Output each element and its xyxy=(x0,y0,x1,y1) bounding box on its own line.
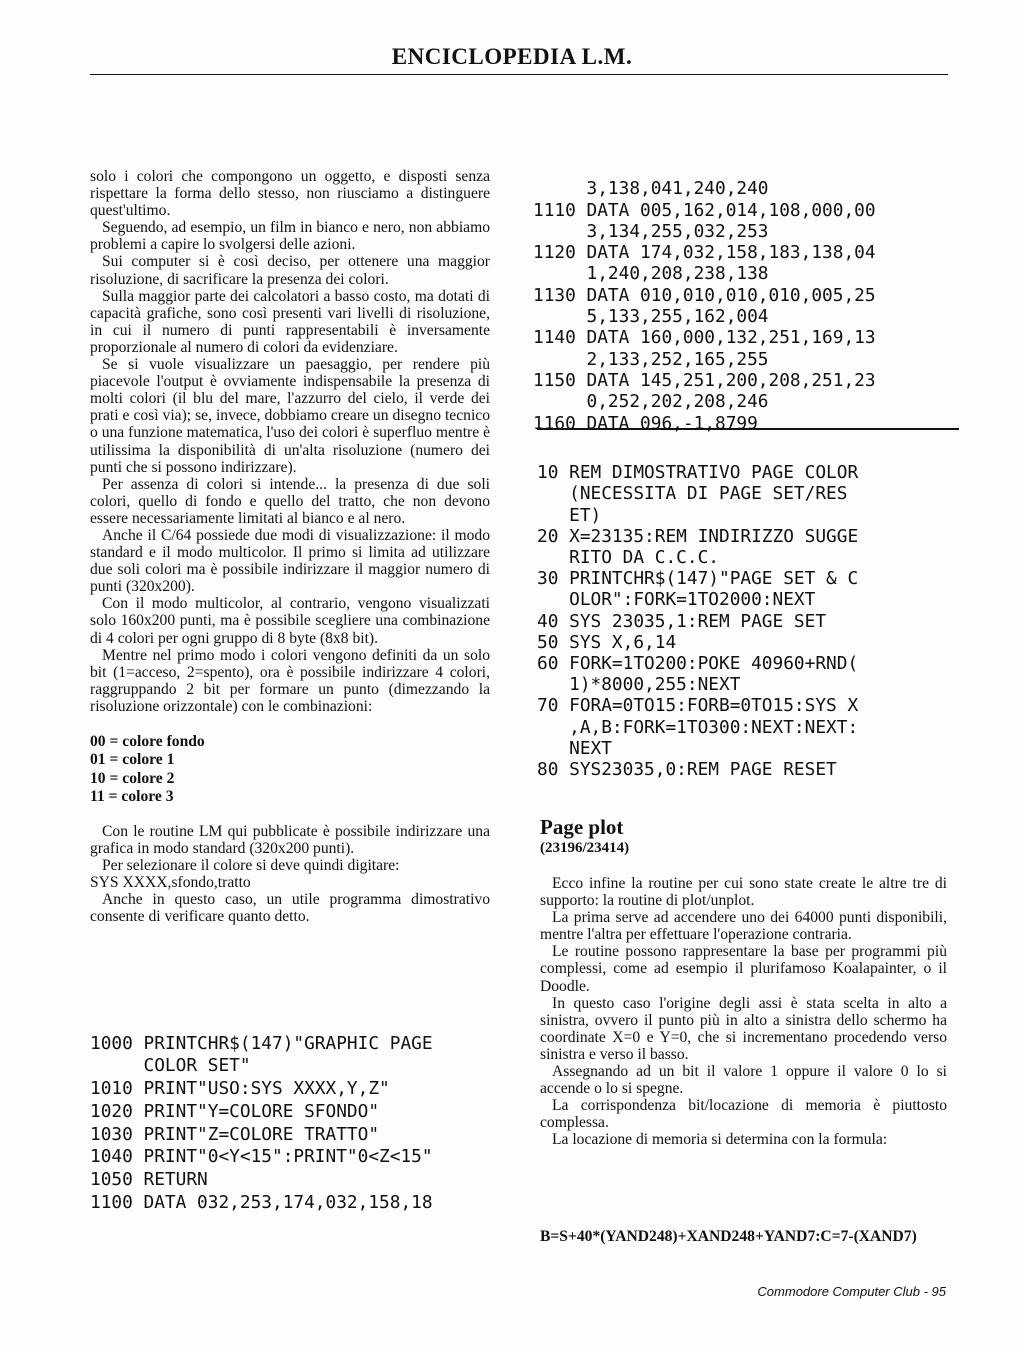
paragraph: Anche il C/64 possiede due modi di visualizzazione: il modo standard e il modo multicolor. Il primo si limita ad utilizzare due soli colori ma è possibile indirizzare il maggior numero di punti (320x200). xyxy=(90,526,490,596)
paragraph: Sui computer si è così deciso, per ottenere una maggior risoluzione, di sacrificare la presenza dei colori. xyxy=(90,253,490,288)
code-line: 1140 DATA 160,000,132,251,169,13 xyxy=(533,327,876,349)
code-line: 20 X=23135:REM INDIRIZZO SUGGE xyxy=(537,525,859,547)
code-line: 1000 PRINTCHR$(147)"GRAPHIC PAGE xyxy=(90,1032,433,1054)
code-line: (NECESSITA DI PAGE SET/RES xyxy=(537,483,848,505)
graphic-page-color-listing xyxy=(90,1010,433,1237)
code-line: 70 FORA=0TO15:FORB=0TO15:SYS X xyxy=(537,695,859,717)
section-subheading: (23196/23414) xyxy=(540,840,630,856)
code-line: 30 PRINTCHR$(147)"PAGE SET & C xyxy=(537,568,859,590)
code-line: 60 FORK=1TO200:POKE 40960+RND( xyxy=(537,653,859,675)
code-line: 1020 PRINT"Y=COLORE SFONDO" xyxy=(90,1100,380,1122)
section-heading: Page plot xyxy=(540,815,624,839)
paragraph: Assegnando ad un bit il valore 1 oppure il valore 0 lo si accende o lo si spegne. xyxy=(540,1063,947,1098)
code-line: 1050 RETURN xyxy=(90,1168,208,1190)
paragraph: Seguendo, ad esempio, un film in bianco e nero, non abbiamo problemi a capire lo svolgersi delle azioni. xyxy=(90,219,490,254)
code-line: 10 REM DIMOSTRATIVO PAGE COLOR xyxy=(537,462,859,484)
code-line: 3,134,255,032,253 xyxy=(533,220,769,242)
paragraph: Le routine possono rappresentare la base per programmi più complessi, come ad esempio il plurifamoso Koalapainter, o il Doodle. xyxy=(540,943,947,995)
formula: B=S+40*(YAND248)+XAND248+YAND7:C=7-(XAND7) xyxy=(540,1228,917,1245)
code-line: 3,138,041,240,240 xyxy=(533,178,769,200)
left-column-text xyxy=(90,168,490,925)
paragraph: In questo caso l'origine degli assi è stata scelta in alto a sinistra, ovvero il punto più in alto a sinistra dello schermo ha coordinate X=0 e Y=0, che si incrementano procedendo verso sinistra e verso il basso. xyxy=(540,994,947,1063)
code-line: COLOR SET" xyxy=(90,1055,251,1077)
paragraph: Anche in questo caso, un utile programma dimostrativo consente di verificare quanto detto. xyxy=(90,891,490,926)
paragraph: Ecco infine la routine per cui sono state create le altre tre di supporto: la routine di plot/unplot. xyxy=(540,875,947,910)
paragraph: La corrispondenza bit/locazione di memoria è piuttosto complessa. xyxy=(540,1097,947,1132)
combination-item: 11 = colore 3 xyxy=(90,788,174,806)
data-statements-listing xyxy=(533,157,876,455)
code-line: 1160 DATA 096,-1,8799 xyxy=(533,412,758,434)
paragraph: Con le routine LM qui pubblicate è possibile indirizzare una grafica in modo standard (320x200 punti). xyxy=(90,822,490,857)
code-line: 80 SYS23035,0:REM PAGE RESET xyxy=(537,759,837,781)
code-line: 1150 DATA 145,251,200,208,251,23 xyxy=(533,369,876,391)
code-line: ET) xyxy=(537,504,602,526)
combination-item: 10 = colore 2 xyxy=(90,769,175,787)
paragraph: Per selezionare il colore si deve quindi digitare: xyxy=(102,856,400,874)
demo-program-listing xyxy=(537,441,858,801)
code-line: 1010 PRINT"USO:SYS XXXX,Y,Z" xyxy=(90,1078,390,1100)
paragraph: La locazione di memoria si determina con la formula: xyxy=(552,1131,888,1149)
code-line: 5,133,255,162,004 xyxy=(533,306,769,328)
page-footer: Commodore Computer Club - 95 xyxy=(757,1284,946,1299)
paragraph: Con il modo multicolor, al contrario, vengono visualizzati solo 160x200 punti, ma è possibile scegliere una combinazione di 4 colori per ogni gruppo di 8 byte (8x8 bit). xyxy=(90,595,490,647)
paragraph: Sulla maggior parte dei calcolatori a basso costo, ma dotati di capacità grafiche, sono così presenti vari livelli di risoluzione, in cui il numero di punti rappresentabili è inversamente proporzionale al numero di colori da evidenziare. xyxy=(90,287,490,356)
paragraph: Mentre nel primo modo i colori vengono definiti da un solo bit (1=acceso, 2=spento), ora è possibile indirizzare 4 colori, raggruppando 2 bit per formare un punto (dimezzando la risoluzione orizzontale) con le combinazioni: xyxy=(90,646,490,715)
code-line: 1120 DATA 174,032,158,183,138,04 xyxy=(533,242,876,264)
code-line: 0,252,202,208,246 xyxy=(533,391,769,413)
paragraph: solo i colori che compongono un oggetto, e disposti senza rispettare la forma dello stesso, non riusciamo a distinguere quest'ultimo. xyxy=(90,168,490,220)
right-column-text xyxy=(540,875,947,1149)
code-line: RITO DA C.C.C. xyxy=(537,547,719,569)
code-line: 1040 PRINT"0<Y<15":PRINT"0<Z<15" xyxy=(90,1146,433,1168)
page-title: ENCICLOPEDIA L.M. xyxy=(391,44,633,69)
code-line: 1110 DATA 005,162,014,108,000,00 xyxy=(533,199,876,221)
paragraph: SYS XXXX,sfondo,tratto xyxy=(90,873,251,891)
code-line: 1100 DATA 032,253,174,032,158,18 xyxy=(90,1191,433,1213)
combination-item: 01 = colore 1 xyxy=(90,751,175,769)
code-line: 50 SYS X,6,14 xyxy=(537,631,677,653)
paragraph: Per assenza di colori si intende... la presenza di due soli colori, quello di fondo e quello del tratto, che non devono essere necessariamente limitati al bianco e al nero. xyxy=(90,475,490,527)
paragraph: La prima serve ad accendere uno dei 64000 punti disponibili, mentre l'altra per effettuare l'operazione contraria. xyxy=(540,909,947,944)
code-line: 40 SYS 23035,1:REM PAGE SET xyxy=(537,610,827,632)
color-combinations-list xyxy=(90,733,490,807)
code-line: 1)*8000,255:NEXT xyxy=(537,674,741,696)
header-divider xyxy=(90,74,948,75)
code-line: 1030 PRINT"Z=COLORE TRATTO" xyxy=(90,1123,380,1145)
code-line: ,A,B:FORK=1TO300:NEXT:NEXT: xyxy=(537,716,859,738)
paragraph: Se si vuole visualizzare un paesaggio, per rendere più piacevole l'output è ovviamente indispensabile la presenza di molti colori (il blu del mare, l'azzurro del cielo, il verde dei prati e così via); se, invece, dobbiamo creare un disegno tecnico o una funzione matematica, l'uso dei colori è superfluo mentre è utilissima la disponibilità di un'alta risoluzione (numero dei punti che si possono indirizzare). xyxy=(90,356,490,476)
code-line: NEXT xyxy=(537,737,612,759)
combination-item: 00 = colore fondo xyxy=(90,733,205,750)
code-line: 1,240,208,238,138 xyxy=(533,263,769,285)
listing-divider xyxy=(537,428,959,430)
code-line: OLOR":FORK=1TO2000:NEXT xyxy=(537,589,816,611)
code-line: 2,133,252,165,255 xyxy=(533,348,769,370)
code-line: 1130 DATA 010,010,010,010,005,25 xyxy=(533,284,876,306)
